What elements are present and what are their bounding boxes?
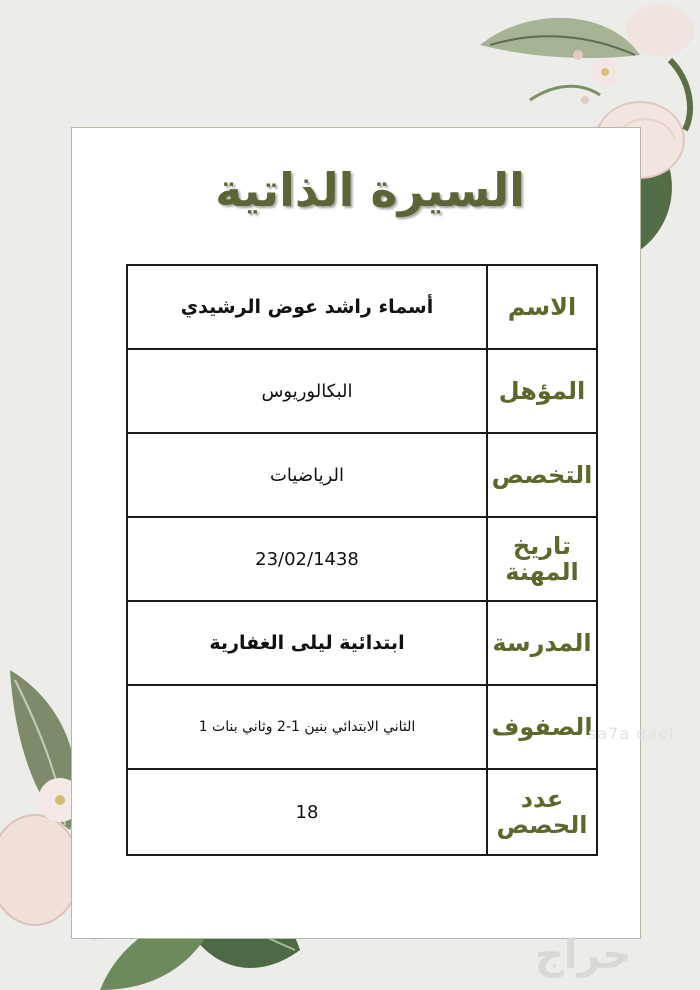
- table-row: [127, 601, 597, 685]
- table-row: [127, 685, 597, 769]
- row-label-school: المدرسة: [487, 601, 597, 685]
- row-value-class-count: 18: [127, 769, 487, 855]
- document-title: السيرة الذاتية: [215, 163, 525, 217]
- row-value-major: الرياضيات: [127, 433, 487, 517]
- table-row: [127, 265, 597, 349]
- row-label-class-count: عدد الحصص: [487, 769, 597, 855]
- table-row: [127, 517, 597, 601]
- watermark-username: sa7a dael: [588, 724, 675, 743]
- row-value-school: ابتدائية ليلى الغفارية: [127, 601, 487, 685]
- cv-table: [126, 264, 598, 856]
- row-label-grades: الصفوف: [487, 685, 597, 769]
- row-label-major: التخصص: [487, 433, 597, 517]
- table-row: [127, 349, 597, 433]
- table-row: [127, 433, 597, 517]
- table-row: [127, 769, 597, 855]
- row-label-qualification: المؤهل: [487, 349, 597, 433]
- row-label-career-date: تاريخ المهنة: [487, 517, 597, 601]
- row-value-qualification: البكالوريوس: [127, 349, 487, 433]
- row-value-name: أسماء راشد عوض الرشيدي: [127, 265, 487, 349]
- watermark-logo: حراج: [534, 932, 632, 978]
- row-value-career-date: 23/02/1438: [127, 517, 487, 601]
- row-value-grades: الثاني الابتدائي بنين 1-2 وثاني بنات 1: [127, 685, 487, 769]
- row-label-name: الاسم: [487, 265, 597, 349]
